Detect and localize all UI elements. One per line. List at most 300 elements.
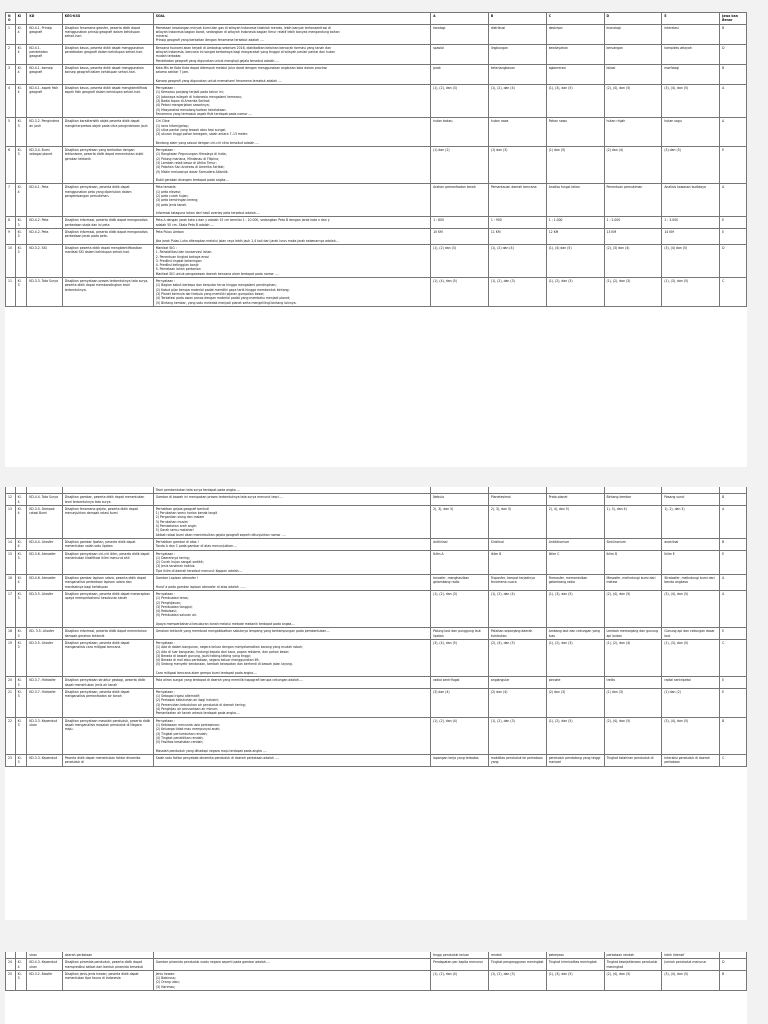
option-c-cell: Iklim C <box>546 550 604 574</box>
kd-cell: KD.3.6. Atmosfer <box>27 550 62 574</box>
kd-cell: KD.3.3. Kependud <box>27 755 62 767</box>
keg-cell: Disajikan jenis-jenis hewan, peserta didik dapat menentukan tipe fauna di Indonesia <box>62 970 153 990</box>
option-e-cell: Stratosfer, melindungi bumi dari benda angkasa <box>662 575 720 591</box>
option-b-cell: (1), (2) dan (4) <box>488 244 546 277</box>
soal-cell <box>153 677 430 689</box>
soal-line: Pernyataan : <box>155 718 176 723</box>
soal-line: (4) peta jenis tanah. <box>155 202 188 207</box>
soal-line: (3) Planet bermula dari kebula yang memiliki pijaran gumpalan besar; <box>155 291 265 296</box>
option-d-cell: (2), (4), dan (5) <box>604 590 662 627</box>
answer-cell: B <box>720 494 747 506</box>
soal-cell <box>153 688 430 717</box>
option-c-cell: Tingkat kriminalitas meningkat <box>546 959 604 971</box>
option-b-cell: mobilitas penduduk ke perkotaan yang <box>488 755 546 767</box>
soal-cell <box>153 217 430 229</box>
no-cell: 19 <box>6 639 16 676</box>
soal-line: 4. Prediksi ketinggian banjir <box>155 263 199 268</box>
answer-cell: A <box>720 118 747 147</box>
table-header-row <box>6 13 747 25</box>
option-a-cell: 2), 3), dan 5) <box>431 505 489 538</box>
option-b-cell: keterjangkauan <box>488 64 546 84</box>
kd-cell: KD.3.7. Hidrosfer <box>27 688 62 717</box>
table-row-continuation <box>6 487 747 494</box>
soal-line: (3) Berada di bawah gunung, jauhi tebing-tebing yang tinggi; <box>155 653 251 658</box>
soal-line: 4) Pembelokan arah angin <box>155 524 197 529</box>
option-c-cell: 12 KM <box>546 229 604 245</box>
soal-line: Konsep geografi yang digunakan untuk memahami fenomena tersebut adalah .... <box>155 78 282 83</box>
ki-cell: KI. 3 <box>15 118 27 147</box>
kd-cell: KD. 3.5. Litosfer <box>27 628 62 640</box>
option-d-cell: Iklim D <box>604 550 662 574</box>
keg-cell: Disajikan pernyataan proses terbentuknya tata surya, peserta didik dapat membandingkan teori terbentuknya. <box>62 278 153 307</box>
soal-cell <box>153 229 430 245</box>
ki-cell: KI. 3 <box>15 677 27 689</box>
option-b-cell: (1), (2), dan (4) <box>488 590 546 627</box>
option-e-cell: hutan sagu <box>662 118 720 147</box>
kd-cell: KD.4.1. aspek fisik geografi <box>27 85 62 118</box>
option-b-cell: (1) dan (3) <box>488 147 546 184</box>
option-e-cell: radial sentripetal <box>662 677 720 689</box>
soal-line: Cara mitigasi bencana alam gempa bumi terdapat pada angka.... <box>155 670 257 675</box>
soal-cell <box>153 24 430 44</box>
option-b-cell: distribusi <box>488 24 546 44</box>
ki-cell: KI. 3 <box>15 278 27 307</box>
no-cell: 12 <box>6 494 16 506</box>
soal-line: mudah terbakar. <box>155 54 182 59</box>
option-c-cell: Analisa fungsi lahan <box>546 184 604 217</box>
table-row <box>6 959 747 971</box>
answer-cell: E <box>720 217 747 229</box>
option-b-cell: (2), (4), dan (5) <box>488 639 546 676</box>
soal-line: (1) Rangkaian Pegunungan Himalaya di India; <box>155 152 227 157</box>
option-c-cell: Termosfer, memantulkan gelombang radio <box>546 575 604 591</box>
kd-cell: KD.3.5. Litosfer <box>27 639 62 676</box>
soal-line: (2) Pemasok kebutuhan air bagi industri; <box>155 698 219 703</box>
option-a-cell: Palung laut dan punggung laut lipatan <box>431 628 489 640</box>
soal-line: (1) Pembuatan teras; <box>155 596 189 601</box>
option-a-cell: Ionosfer, menghasilkan gelombang radio <box>431 575 489 591</box>
answer-cell: C <box>720 278 747 307</box>
soal-line: 3) Perubahan musim <box>155 519 188 524</box>
answer-cell: B <box>720 970 747 990</box>
soal-line: (2) Ada di luar bangunan, lindungi kepala dari kaca, papan reklame, dan pohon besar; <box>155 649 290 654</box>
soal-line: Peta Pulau Ambon <box>155 230 184 235</box>
ki-cell: KI. 3 <box>15 755 27 767</box>
table-row <box>6 44 747 64</box>
option-c-cell: Proto planet <box>546 494 604 506</box>
ki-cell: KI. 4 <box>15 959 27 971</box>
option-e-cell: Interaksi penduduk di daerah perkotaan <box>662 755 720 767</box>
option-b-cell: (1), (2), dan (4) <box>488 85 546 118</box>
soal-line: (5) Makin meluasnya dasar Samudera Atlantik. <box>155 169 229 174</box>
soal-cell <box>153 244 430 277</box>
soal-line: (3) Badai topan di Amerika Serikat; <box>155 99 211 104</box>
soal-cell <box>153 590 430 627</box>
option-a-cell: hutan bakau <box>431 118 489 147</box>
option-d-cell: (1), (2), dan (4) <box>604 639 662 676</box>
keg-cell: Disajikan pernyataan, peserta didik dapat menggunakan peta yang diperlukan dalam pengembangan pemukiman. <box>62 184 153 217</box>
table-row <box>6 147 747 184</box>
option-d-cell: (2), (3) dan (4) <box>604 244 662 277</box>
option-e-cell: interelasi <box>662 24 720 44</box>
keg-cell: Disajikan piramida penduduk, peserta didik dapat memprediksi akibat dari bentuk piramida tersebut <box>62 959 153 971</box>
soal-line: Manfaat SIG : <box>155 245 177 250</box>
answer-cell: E <box>720 550 747 574</box>
ki-header: KI <box>15 13 27 25</box>
option-d-cell: Lembah memanjang dan gunung api lautan <box>604 628 662 640</box>
table-row <box>6 494 747 506</box>
soal-line: Informasi tataguna lahan dari hasil overlay peta tersebut adalah.... <box>155 211 260 216</box>
option-d-header: D <box>604 13 662 25</box>
ki-cell: KI. 4 <box>15 505 27 538</box>
option-b-cell: Iklim B <box>488 550 546 574</box>
soal-line: Gambar di bawah ini merupakan proses terbentuknya tata surya menurut teori.... <box>155 495 283 500</box>
keg-cell: Disajikan informasi, peserta didik dapat menganalisis perbedaan jarak pada peta. <box>62 229 153 245</box>
soal-line: 3. Prediksi tingkat kekeringan <box>155 258 202 263</box>
soal-line: Tanda A dan C pada gambar di atas menunjukkan.... <box>155 544 237 549</box>
soal-cell <box>153 85 430 118</box>
ki-cell: KI. 3 <box>15 550 27 574</box>
soal-line: (1) Daerahnya kering; <box>155 555 190 560</box>
table-row <box>6 550 747 574</box>
keg-cell: daerah perkotaan <box>62 952 153 959</box>
page-2 <box>5 487 747 920</box>
kd-cell: KD.4.2. Peta <box>27 217 62 229</box>
answer-cell: E <box>720 688 747 717</box>
table-row <box>6 590 747 627</box>
option-e-cell: (3) dan (5) <box>662 147 720 184</box>
soal-cell <box>153 494 430 506</box>
no-cell: 25 <box>6 970 16 990</box>
soal-line: Pernyataan : <box>155 86 176 91</box>
no-cell: 20 <box>6 677 16 689</box>
option-d-cell: hutan rinjah <box>604 118 662 147</box>
soal-line: (3) ukuran tinggi pohon beragam, salah antara 7–13 meter. <box>155 132 248 137</box>
kd-cell: ukan <box>27 952 62 959</box>
soal-line: (3) Tingkat pertumbuhan rendah; <box>155 731 208 736</box>
soal-cell <box>153 505 430 538</box>
option-d-cell: (1) dan (3) <box>604 688 662 717</box>
kd-cell: KD.4.1. Prinsip geografi <box>27 24 62 44</box>
option-d-cell: (2), (4), dan (5) <box>604 717 662 754</box>
answer-cell: C <box>720 755 747 767</box>
soal-cell <box>153 118 430 147</box>
table-row <box>6 184 747 217</box>
option-a-cell: 10 KM <box>431 229 489 245</box>
soal-cell <box>153 147 430 184</box>
soal-line: Ciri Citra: <box>155 119 171 124</box>
soal-line: Pernyataan : <box>155 148 176 153</box>
soal-line: Prinsip geografi yang berkaitan dengan fenomena tersebut adalah .... <box>155 38 264 43</box>
option-b-cell: Tingkat pengangguran meningkat <box>488 959 546 971</box>
soal-line: 2) Pergantian siang dan malam <box>155 515 205 520</box>
soal-cell <box>153 717 430 754</box>
ki-cell: KI. 3 <box>15 628 27 640</box>
soal-line: (5) Bintang kembar, yang satu meledak menjadi planet serta mengelilingi bintang lainnya. <box>155 300 297 305</box>
table-row <box>6 278 747 307</box>
answer-cell: A <box>720 184 747 217</box>
soal-line: Pola aliran sungai yang terdapat di daerah yang memiliki topografi berupa cekungan adalah.... <box>155 678 303 683</box>
option-b-cell: (1), (2), dan (3) <box>488 278 546 307</box>
option-a-cell: (1), (2), dan (3) <box>431 85 489 118</box>
soal-line: (2) situs pantai yang teosok atau tepi sungai; <box>155 127 227 132</box>
answer-cell: E <box>720 229 747 245</box>
answer-cell: A <box>720 590 747 627</box>
soal-line: Upaya memperbaharui kesuburan tanah melalui metode mekanik terdapat pada angka.... <box>155 622 296 627</box>
option-a-cell: (3) dan (4) <box>431 688 489 717</box>
option-e-cell: Gunung api dan cekungan dasar laut <box>662 628 720 640</box>
soal-line: (2) Penghijauan; <box>155 600 182 605</box>
ki-cell: KI. 3 <box>15 217 27 229</box>
no-cell: 14 <box>6 538 16 550</box>
option-a-cell: Iklim A <box>431 550 489 574</box>
ki-cell: KI. 3 <box>15 229 27 245</box>
soal-line: (5) Sedang menyetir kendaraan, tambah kecepatan dan berhenti di bawah jalan layang. <box>155 662 293 667</box>
no-cell: 4 <box>6 85 16 118</box>
soal-cell <box>153 970 430 990</box>
question-table-2 <box>5 487 747 767</box>
option-a-cell: jarak <box>431 64 489 84</box>
option-e-cell: lebih intensif <box>662 952 720 959</box>
soal-line: (2) Palung mariana, Mindanau di Filipina; <box>155 156 220 161</box>
option-d-cell: kronologi <box>604 24 662 44</box>
option-c-cell: 2), 4), dan 5) <box>546 505 604 538</box>
option-c-cell: (1), (3), dan (5) <box>546 590 604 627</box>
option-a-cell: Pendapatan per kapita menurun <box>431 959 489 971</box>
soal-line: (1) Bagian kabut berkepa dan berputar terus hingga mengalami pendinginan; <box>155 283 277 288</box>
soal-line: (2) peta curah hujan; <box>155 193 189 198</box>
soal-line: Salah satu faktor penyebab dinamika penduduk di daerah perkotaan adalah .... <box>155 756 279 761</box>
ki-cell: KI. 4 <box>15 64 27 84</box>
soal-line: 1) Perubahan semu harian benda langit <box>155 511 218 516</box>
soal-cell <box>153 44 430 64</box>
option-b-cell: hutan rawa <box>488 118 546 147</box>
option-a-cell: korologi <box>431 24 489 44</box>
option-c-cell: Pohon sawu <box>546 118 604 147</box>
soal-line: (2) Keluarga tidak mau mempunyai anak; <box>155 727 221 732</box>
answer-cell: A <box>720 575 747 591</box>
option-c-cell: (1), (3), dan (5) <box>546 85 604 118</box>
option-e-cell: Jumlah penduduk menurun <box>662 959 720 971</box>
keg-cell: Disajikan pernyataan struktur geologi, peserta didik dapat menentukan jenis air tanah <box>62 677 153 689</box>
soal-line: (1) Sebagai irigasi alternatif; <box>155 694 200 699</box>
soal-line: (5) Masyarakat menolong korban kecelakaan. <box>155 107 227 112</box>
no-cell: 15 <box>6 550 16 574</box>
soal-line: (1) peta elevasi; <box>155 189 181 194</box>
option-e-cell: 1), 2), dan 3) <box>662 505 720 538</box>
kd-cell: KD.3.4. Bumi sebagai planet <box>27 147 62 184</box>
table-row <box>6 755 747 767</box>
keg-cell: Disajikan gambar lapisan udara, peserta didik dapat menganalisis perbedaan lapisan udara dan manfaatnya bagi kehidupan <box>62 575 153 591</box>
soal-line: Bukti gerakan divergen terdapat pada angka.... <box>155 178 230 183</box>
keg-cell: Disajikan pernyataan yang berkaitan dengan tektonisme, peserta didik dapat menentukan bukti gerakan tektonik <box>62 147 153 184</box>
no-cell: 17 <box>6 590 16 627</box>
option-d-cell: Bintang kembar <box>604 494 662 506</box>
keg-cell: Disajikan kasus, peserta didik dapat menggunakan konsep geografi dalam kehidupan sehari-hari. <box>62 64 153 84</box>
option-c-cell: deskripsi <box>546 24 604 44</box>
table-row <box>6 970 747 990</box>
ki-cell: KI. 3 <box>15 244 27 277</box>
option-c-cell: (2) dan (3) <box>546 688 604 717</box>
soal-line: Peta A dengan jarak kota x dan y adalah 15 cm bernilai 1 : 10.000, sedangkan Peta B dengan jarak kota x dan y <box>155 218 330 223</box>
soal-line: (4) Tingkat pendidikan rendah; <box>155 735 204 740</box>
soal-line: (4) Reboisasi; <box>155 609 177 614</box>
soal-header: SOAL <box>153 13 430 25</box>
option-a-cell: (1), (2) dan (3) <box>431 244 489 277</box>
soal-line: (4) Petani mengerjakan sawahnya; <box>155 103 210 108</box>
option-d-cell: Mesosfer, melindungi bumi dari meteor <box>604 575 662 591</box>
option-d-cell: 1 : 2.000 <box>604 217 662 229</box>
no-cell: 7 <box>6 184 16 217</box>
option-e-cell: (1) dan (2) <box>662 688 720 717</box>
kd-cell: KD.4.1. Peta <box>27 184 62 217</box>
soal-cell <box>153 538 430 550</box>
soal-line: Tipe iklim di daerah tersebut menurut Koppen adalah.... <box>155 568 243 573</box>
question-table-1 <box>5 12 747 307</box>
soal-line: Masalah penduduk yang dihadapi negara maju terdapat pada angka .... <box>155 748 267 753</box>
option-a-header: A <box>431 13 489 25</box>
option-c-cell: (1), (3), dan (5) <box>546 970 604 990</box>
soal-line: Bentang alam yang sesuai dengan ciri-ciri citra tersebut adalah .... <box>155 140 260 145</box>
kd-cell: KD.4.1. konsep geografi <box>27 64 62 84</box>
kd-cell: KD.4.6. Atmosfer <box>27 575 62 591</box>
option-a-cell: spasial <box>431 44 489 64</box>
option-e-cell: Pasang surut <box>662 494 720 506</box>
keg-cell: Disajikan kasus, peserta didik dapat mengidentifikasi aspek fisik geografi dalam kehidupan sehari-hari. <box>62 85 153 118</box>
soal-line: (2) Kabut pijar berupa material padat memiliki gaya tarik hingga membentuk bintang; <box>155 287 290 292</box>
soal-line: wilayah Indonesia bagian barat, sedangkan di wilayah Indonesia bagian timur relatif lebih banyak mengandung bahan <box>155 29 340 34</box>
option-a-cell: radial sentrifugal <box>431 677 489 689</box>
table-row <box>6 244 747 277</box>
kd-cell: KD.3.3. Kependud ukan <box>27 717 62 754</box>
option-b-cell: Sinklinal <box>488 538 546 550</box>
option-a-cell: (1), (2), dan (4) <box>431 717 489 754</box>
keg-cell: Disajikan pernyataan, peserta didik dapat menerapkan upaya memperbaharui kesuburan tanah <box>62 590 153 627</box>
option-b-cell: rendah <box>488 952 546 959</box>
kd-cell: KD.3.3. Tata Surya <box>27 278 62 307</box>
soal-line: Pernyataan : <box>155 591 176 596</box>
option-a-cell: Arahan pemanfaatan tanah <box>431 184 489 217</box>
soal-line: (5) Fasilitas kesehatan rendah; <box>155 740 204 745</box>
no-cell: 5 <box>6 118 16 147</box>
option-d-cell: Tingkat kesejahteraan penduduk meningkat <box>604 959 662 971</box>
soal-line: Pernyataan : <box>155 279 176 284</box>
kd-cell: KD.4.2. Peta <box>27 229 62 245</box>
table-row <box>6 118 747 147</box>
soal-line: (4) Patahan San Andreas di Amerika Serikat; <box>155 165 225 170</box>
table-row <box>6 639 747 676</box>
option-c-cell: aglomerasi <box>546 64 604 84</box>
answer-cell: A <box>720 85 747 118</box>
option-d-cell: lokasi <box>604 64 662 84</box>
soal-line: 5. Pemetaan lahan pertanian <box>155 267 201 272</box>
ki-cell: KI. 3 <box>15 970 27 990</box>
question-table-3 <box>5 952 747 991</box>
no-header: N O <box>6 13 16 25</box>
soal-line: Gambar Lapisan atmosfer ! <box>155 576 199 581</box>
option-e-cell: kompleks wilayah <box>662 44 720 64</box>
option-b-header: B <box>488 13 546 25</box>
soal-cell <box>153 278 430 307</box>
kd-cell: KD.4.1. pendekatan geografi <box>27 44 62 64</box>
option-a-cell: Nebula <box>431 494 489 506</box>
keg-cell: Disajikan karakteristik objek peserta didik dapat menginterpretasi objek pada citra penginderaan jauh <box>62 118 153 147</box>
option-e-cell: (3), (4) dan (5) <box>662 244 720 277</box>
table-row <box>6 24 747 44</box>
kd-cell: KD.3.4. Dampak rotasi Bumi <box>27 505 62 538</box>
kd-cell: KD.3.2. Pengindera an jauh <box>27 118 62 147</box>
soal-cell <box>153 628 430 640</box>
page-1 <box>5 12 747 467</box>
page-3 <box>5 952 747 1024</box>
table-row <box>6 505 747 538</box>
soal-line: wilayah Indonesia, bencana ini sangat berbahaya bagi masyarakat yang tinggal di wilayah pesisir pantai dan hutan <box>155 50 335 55</box>
kd-cell: KD.3.2. Biosfer <box>27 970 62 990</box>
soal-cell <box>153 575 430 591</box>
ki-cell: KI. 4 <box>15 538 27 550</box>
soal-line: Pendekatan geografi yang digunakan untuk mengkaji gejala tersebut adalah .... <box>155 58 280 63</box>
keg-cell: Disajikan pernyataan masalah penduduk, peserta didik dapat menganalisis masalah penduduk di Negara maju. <box>62 717 153 754</box>
answer-cell: B <box>720 717 747 754</box>
option-e-cell: 14 KM <box>662 229 720 245</box>
option-a-cell: lapangan kerja yang terbatas <box>431 755 489 767</box>
soal-line: Fenomena yang termasuk aspek fisik terdapat pada nomor .... <box>155 111 253 116</box>
soal-line: Pernyataan : <box>155 551 176 556</box>
soal-line: Peta tematik: <box>155 185 177 190</box>
soal-line: (1) Babirusa; <box>155 976 176 981</box>
answer-cell: E <box>720 628 747 640</box>
option-d-cell: (2) dan (4) <box>604 147 662 184</box>
option-c-cell: Ambang laut dan cekungan yang luas <box>546 628 604 640</box>
table-row <box>6 85 747 118</box>
no-cell: 1 <box>6 24 16 44</box>
soal-cell: Teori pembentukan tata surya terdapat pada angka ... <box>153 487 430 494</box>
option-b-cell: 2), 3), dan 5) <box>488 505 546 538</box>
option-a-cell: (1), (2), dan (4) <box>431 970 489 990</box>
option-a-cell: (3), (4), dan (5) <box>431 639 489 676</box>
option-d-cell: Penentuan pemukiman <box>604 184 662 217</box>
option-e-cell: (1), (3), dan (5) <box>662 639 720 676</box>
soal-cell <box>153 959 430 971</box>
soal-line: 1. Rehabilitasi dan konservasi lahan <box>155 250 212 255</box>
soal-line: Pemanfaatan air tanah artesis terdapat pada angka.... <box>155 711 240 716</box>
no-cell: 6 <box>6 147 16 184</box>
table-row <box>6 688 747 717</box>
answer-cell: D <box>720 244 747 277</box>
soal-line: adalah 50 cm. Skala Peta B adalah .... <box>155 222 215 227</box>
answer-header: Jawa ban Benar <box>720 13 747 25</box>
keg-cell: Disajikan pernyataan, peserta didik dapat menganalisis pemanfaatan air tanah <box>62 688 153 717</box>
soal-line: (3) Lembah retak besar di Afrika Timur; <box>155 160 217 165</box>
keg-cell: Disajikan kasus, peserta didik dapat menggunakan pendekatan geografi dalam kehidupan sehari-hari. <box>62 44 153 64</box>
option-b-cell: 1 : 900 <box>488 217 546 229</box>
table-row-continuation <box>6 952 747 959</box>
keg-cell: Disajikan informasi, peserta didik dapat menentukan dampak gerakan tektonik <box>62 628 153 640</box>
keg-header: KEG-KSG <box>62 13 153 25</box>
soal-line: Bencana tsunami akan terjadi di Ambokup sebelum 2016, diakibatkan kelainan bercorak formasi yang tanah dan <box>155 45 332 50</box>
option-b-cell: Planetesimal <box>488 494 546 506</box>
soal-line: (1) rona hitam/gelap; <box>155 123 189 128</box>
table-row <box>6 229 747 245</box>
option-c-cell: (1), (2), dan (3) <box>546 278 604 307</box>
ki-cell: KI. 4 <box>15 575 27 591</box>
soal-line: selama sekitar 7 jam. <box>155 70 190 75</box>
answer-cell: B <box>720 538 747 550</box>
soal-line: (3) Pembuatan tanggul; <box>155 604 193 609</box>
soal-line: Pemetaan keadungan minyak bumi dan gas di wilayah Indonesia tidaklah merata, lebih banyak terkonsentrasi di <box>155 25 331 30</box>
ki-cell: KI. 4 <box>15 44 27 64</box>
ki-cell: KI. 4 <box>15 184 27 217</box>
